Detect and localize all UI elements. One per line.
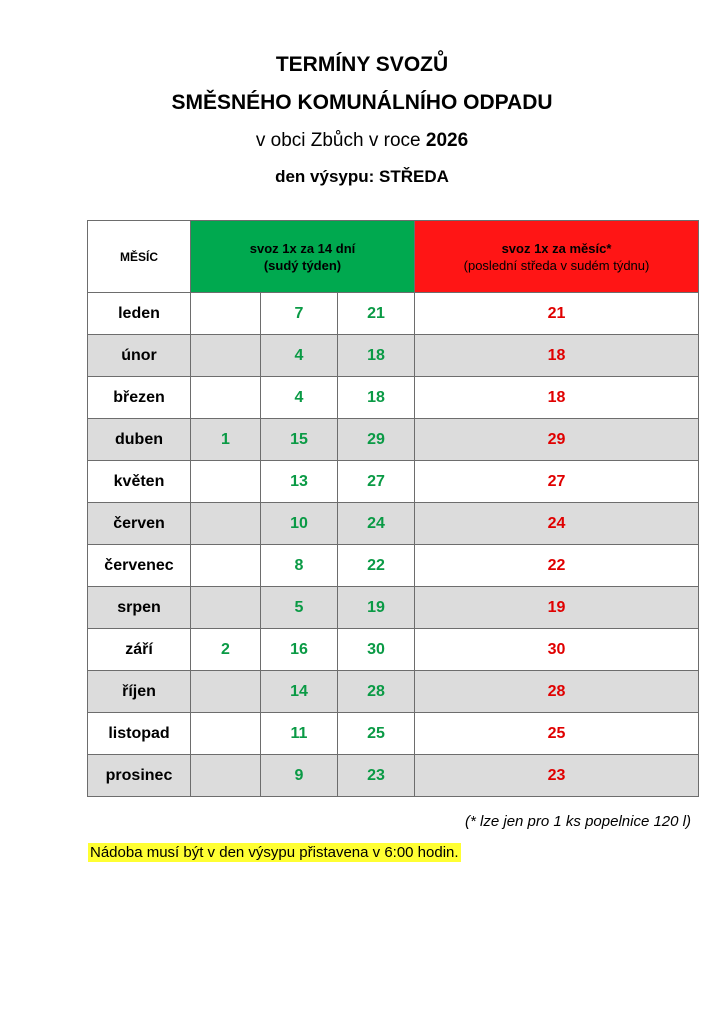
table-row [88, 293, 699, 335]
biweekly-day-3-cell: 27 [338, 461, 415, 503]
monthly-day-cell: 24 [415, 503, 699, 545]
month-cell: květen [88, 461, 191, 503]
biweekly-day-3-cell: 21 [338, 293, 415, 335]
title-line-4: den výsypu: STŘEDA [275, 167, 449, 186]
monthly-day-cell: 21 [415, 293, 699, 335]
biweekly-day-3-cell: 19 [338, 587, 415, 629]
biweekly-day-3-cell: 18 [338, 377, 415, 419]
month-cell: červenec [88, 545, 191, 587]
biweekly-day-1-cell: 1 [191, 419, 261, 461]
biweekly-day-2-cell: 16 [261, 629, 338, 671]
biweekly-day-2-cell: 14 [261, 671, 338, 713]
biweekly-day-2-cell: 4 [261, 335, 338, 377]
biweekly-header [191, 221, 415, 293]
title-line-1: TERMÍNY SVOZŮ [275, 53, 449, 76]
month-header: MĚSÍC [88, 221, 191, 293]
table-row [88, 713, 699, 755]
biweekly-header-line1: svoz 1x za 14 dní [249, 240, 356, 256]
monthly-day-cell: 30 [415, 629, 699, 671]
biweekly-day-1-cell [191, 755, 261, 797]
biweekly-day-2-cell: 7 [261, 293, 338, 335]
schedule-table [87, 220, 699, 797]
biweekly-day-1-cell [191, 587, 261, 629]
title-line-3 [0, 130, 724, 152]
biweekly-day-3-cell: 25 [338, 713, 415, 755]
month-cell: září [88, 629, 191, 671]
month-cell: březen [88, 377, 191, 419]
month-cell: říjen [88, 671, 191, 713]
table-row [88, 377, 699, 419]
biweekly-day-1-cell [191, 503, 261, 545]
monthly-day-cell: 18 [415, 335, 699, 377]
title-line-3-prefix: v obci Zbůch v roce [255, 130, 426, 151]
monthly-day-cell: 18 [415, 377, 699, 419]
monthly-day-cell: 22 [415, 545, 699, 587]
table-row [88, 671, 699, 713]
monthly-day-cell: 28 [415, 671, 699, 713]
biweekly-day-1-cell [191, 713, 261, 755]
table-row [88, 419, 699, 461]
footnote: (* lze jen pro 1 ks popelnice 120 l) [465, 813, 691, 830]
title-line-2: SMĚSNÉHO KOMUNÁLNÍHO ODPADU [171, 91, 553, 114]
month-cell: prosinec [88, 755, 191, 797]
biweekly-day-3-cell: 22 [338, 545, 415, 587]
month-cell: únor [88, 335, 191, 377]
biweekly-day-3-cell: 23 [338, 755, 415, 797]
monthly-day-cell: 23 [415, 755, 699, 797]
biweekly-day-3-cell: 24 [338, 503, 415, 545]
monthly-day-cell: 19 [415, 587, 699, 629]
table-row [88, 629, 699, 671]
table-row [88, 461, 699, 503]
biweekly-day-1-cell [191, 335, 261, 377]
biweekly-day-1-cell: 2 [191, 629, 261, 671]
biweekly-day-1-cell [191, 293, 261, 335]
highlight-note: Nádoba musí být v den výsypu přistavena v 6:00 hodin. [90, 844, 459, 861]
biweekly-day-2-cell: 4 [261, 377, 338, 419]
biweekly-day-3-cell: 18 [338, 335, 415, 377]
month-cell: srpen [88, 587, 191, 629]
biweekly-day-2-cell: 15 [261, 419, 338, 461]
month-cell: leden [88, 293, 191, 335]
month-cell: duben [88, 419, 191, 461]
biweekly-day-2-cell: 9 [261, 755, 338, 797]
title-year: 2026 [425, 130, 469, 151]
biweekly-day-3-cell: 30 [338, 629, 415, 671]
biweekly-day-1-cell [191, 671, 261, 713]
table-row [88, 545, 699, 587]
table-row [88, 587, 699, 629]
biweekly-day-2-cell: 10 [261, 503, 338, 545]
month-cell: červen [88, 503, 191, 545]
table-row [88, 755, 699, 797]
biweekly-day-1-cell [191, 377, 261, 419]
monthly-header-line2: (poslední středa v sudém týdnu) [463, 257, 650, 273]
table-row [88, 335, 699, 377]
biweekly-day-1-cell [191, 545, 261, 587]
biweekly-day-3-cell: 29 [338, 419, 415, 461]
biweekly-day-2-cell: 5 [261, 587, 338, 629]
table-row [88, 503, 699, 545]
biweekly-day-2-cell: 11 [261, 713, 338, 755]
monthly-header [415, 221, 699, 293]
biweekly-day-3-cell: 28 [338, 671, 415, 713]
biweekly-day-2-cell: 13 [261, 461, 338, 503]
monthly-header-line1: svoz 1x za měsíc* [501, 240, 612, 256]
table-header-row [88, 221, 699, 293]
month-cell: listopad [88, 713, 191, 755]
biweekly-day-1-cell [191, 461, 261, 503]
biweekly-day-2-cell: 8 [261, 545, 338, 587]
monthly-day-cell: 25 [415, 713, 699, 755]
monthly-day-cell: 27 [415, 461, 699, 503]
biweekly-header-line2: (sudý týden) [263, 257, 342, 273]
monthly-day-cell: 29 [415, 419, 699, 461]
